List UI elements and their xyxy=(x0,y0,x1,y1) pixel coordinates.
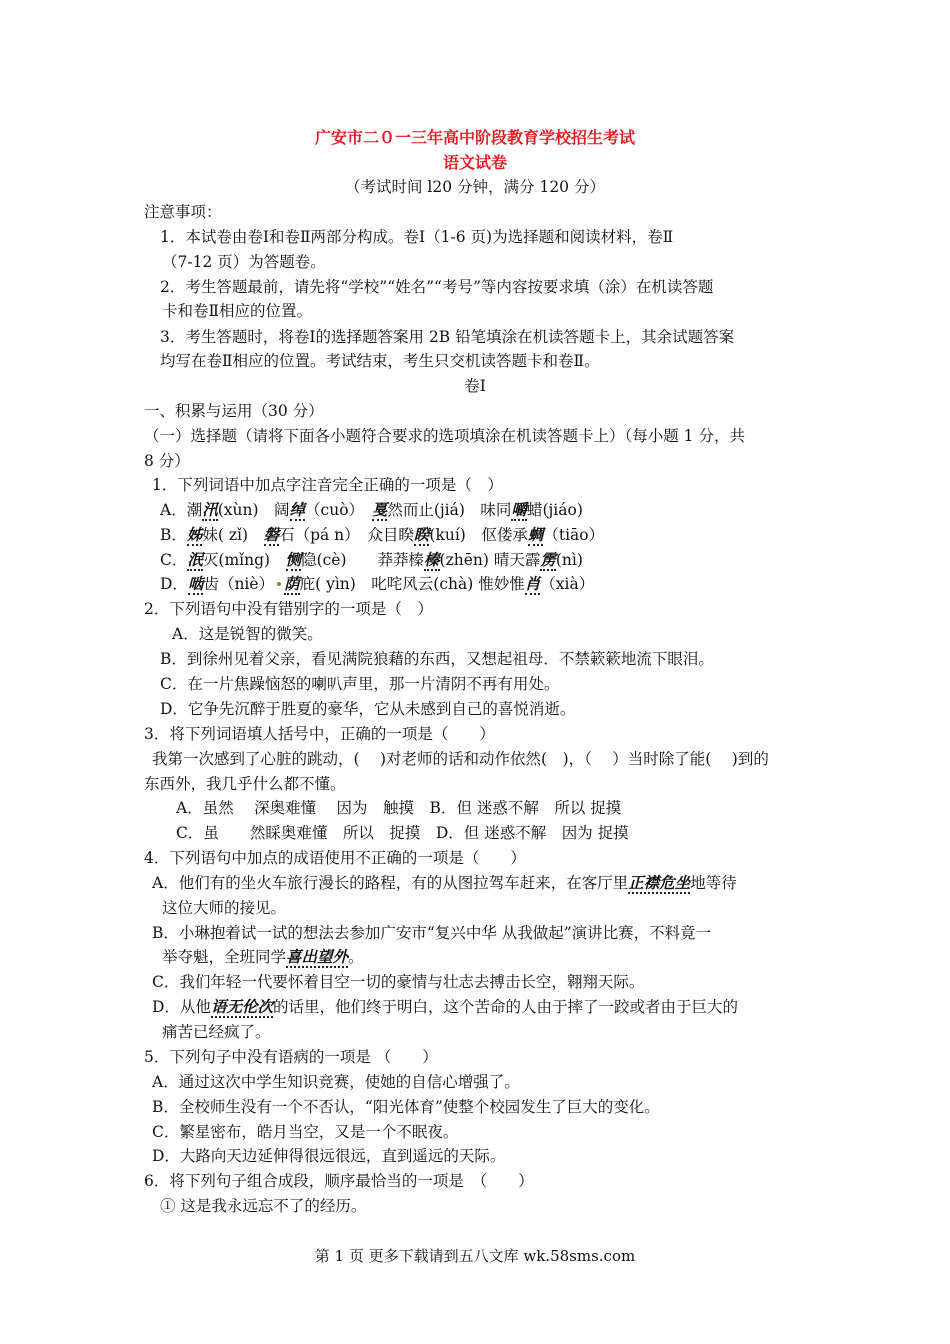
q3-options-ab: A．虽然 深奥难懂 因为 触摸 B．但 迷惑不解 所以 捉摸 xyxy=(176,799,622,817)
q1-option-d xyxy=(160,573,594,595)
dotted-idiom: 喜出望外 xyxy=(286,947,349,966)
text: 的话里，他们终于明白，这个苦命的人由于摔了一跤或者由于巨大的 xyxy=(272,998,738,1016)
text: 石（pá n） 众目睽 xyxy=(279,526,414,544)
notice-item-2-cont: 卡和卷Ⅱ相应的位置。 xyxy=(162,302,313,320)
q2-option-d: D．它争先沉醉于胜夏的豪华，它从未感到自己的喜悦消逝。 xyxy=(160,700,576,718)
q5-option-b: B．全校师生没有一个不否认，“阳光体育”使整个校园发生了巨大的变化。 xyxy=(152,1098,660,1116)
text: 举夺魁，全班同学 xyxy=(162,948,287,966)
dotted-char: 绰 xyxy=(289,500,306,519)
text: (nì) xyxy=(555,551,583,569)
q2-option-c: C．在一片焦躁恼怒的喇叭声里，那一片清阴不再有用处。 xyxy=(160,675,560,693)
dotted-char: 汛 xyxy=(202,500,218,519)
dotted-char: 蜩 xyxy=(527,525,544,544)
text: D． xyxy=(160,575,188,593)
q6-sentence-1: ① 这是我永远忘不了的经历。 xyxy=(160,1197,367,1215)
text: D．从他 xyxy=(152,998,211,1016)
section1-heading: 一、积累与运用（30 分） xyxy=(144,402,324,420)
exam-title: 广安市二０一三年高中阶段教育学校招生考试 xyxy=(314,128,635,147)
notice-item-1: 1．本试卷由卷Ⅰ和卷Ⅱ两部分构成。卷Ⅰ（1-6 页)为选择题和阅读材料，卷Ⅱ xyxy=(160,228,674,246)
notice-item-2: 2．考生答题最前，请先将“学校”“姓名”“考号”等内容按要求填（涂）在机读答题 xyxy=(160,278,714,296)
exam-subtitle: 语文试卷 xyxy=(442,153,507,172)
q6-stem: 6．将下列句子组合成段，顺序最恰当的一项是 （ ） xyxy=(144,1172,534,1190)
page-footer: 第 1 页 更多下载请到五八文库 wk.58sms.com xyxy=(314,1247,636,1265)
q4-option-b: B．小琳抱着试一试的想法去参加广安市“复兴中华 从我做起”演讲比赛，不料竟一 xyxy=(152,924,712,942)
dotted-char: 嚼 xyxy=(511,500,527,519)
text: A．潮 xyxy=(160,501,203,519)
text: 妹( zǐ) xyxy=(202,526,264,544)
text: 隐(cè) 莽莽榛 xyxy=(301,551,425,569)
time-note: （考试时间 l20 分钟，满分 120 分） xyxy=(345,178,605,196)
q4-option-c: C．我们年轻一代要怀着目空一切的豪情与壮志去搏击长空，翱翔天际。 xyxy=(152,973,645,991)
text: （tiāo） xyxy=(543,526,605,544)
section1-sub-cont: 8 分） xyxy=(144,452,190,470)
q4-option-a-cont: 这位大师的接见。 xyxy=(162,899,287,917)
q4-option-b-cont xyxy=(162,946,364,968)
section1-sub: （一）选择题（请将下面各小题符合要求的选项填涂在机读答题卡上）（每小题 1 分，共 xyxy=(144,427,745,445)
text: 然而止(jiá) 味同 xyxy=(387,501,512,519)
text: 齿（niè） xyxy=(203,575,275,593)
dotted-idiom: 正襟危坐 xyxy=(628,873,691,892)
q3-text: 我第一次感到了心脏的跳动，( )对老师的话和动作依然( )，（ ）当时除了能( )到的 xyxy=(152,750,769,768)
text: 庇( yìn) 叱咤风云(chà) 惟妙惟 xyxy=(299,575,525,593)
dotted-char: 荫 xyxy=(284,574,300,593)
dotted-char: 磐 xyxy=(263,525,280,544)
notice-heading: 注意事项： xyxy=(144,203,222,221)
bullet-dot-icon xyxy=(277,582,281,586)
q1-stem: 1．下列词语中加点字注音完全正确的一项是（ ） xyxy=(152,476,503,494)
q2-stem: 2．下列语句中没有错别字的一项是（ ） xyxy=(144,600,433,618)
text: (zhēn) 晴天霹 xyxy=(439,551,541,569)
text: （cuò） xyxy=(305,501,372,519)
dotted-char: 戛 xyxy=(371,500,388,519)
notice-item-3: 3．考生答题时，将卷Ⅰ的选择题答案用 2B 铅笔填涂在机读答题卡上，其余试题答案 xyxy=(160,328,735,346)
dotted-char: 泯 xyxy=(187,550,203,569)
dotted-char: 啮 xyxy=(187,574,204,593)
dotted-char: 姊 xyxy=(186,525,203,544)
text: 蜡(jiáo) xyxy=(526,501,583,519)
q2-option-b: B．到徐州见着父亲，看见满院狼藉的东西，又想起祖母．不禁簌簌地流下眼泪。 xyxy=(160,650,714,668)
q4-option-d-cont: 痛苦已经疯了。 xyxy=(162,1023,271,1041)
text: B． xyxy=(160,526,187,544)
q4-option-d xyxy=(152,996,738,1018)
dotted-char: 雳 xyxy=(540,550,556,569)
dotted-char: 睽 xyxy=(413,525,430,544)
dotted-char: 肖 xyxy=(524,574,541,593)
text: (xùn) 阔 xyxy=(217,501,290,519)
text: A．他们有的坐火车旅行漫长的路程，有的从图拉驾车赶来，在客厅里 xyxy=(152,874,629,892)
text: （xià） xyxy=(540,575,595,593)
dotted-char: 榛 xyxy=(424,550,440,569)
q5-option-c: C．繁星密布，皓月当空，又是一个不眠夜。 xyxy=(152,1123,459,1141)
q3-stem: 3．将下列词语填人括号中，正确的一项是（ ） xyxy=(144,725,495,743)
q4-option-a xyxy=(152,872,737,894)
q5-stem: 5．下列句子中没有语病的一项是 （ ） xyxy=(144,1048,438,1066)
text: (kuí) 伛偻承 xyxy=(429,526,528,544)
volume-label: 卷Ⅰ xyxy=(464,377,486,395)
q1-option-b xyxy=(160,524,604,546)
text: C． xyxy=(160,551,188,569)
q3-text-cont: 东西外，我几乎什么都不懂。 xyxy=(144,775,346,793)
text: 。 xyxy=(348,948,364,966)
q1-option-c xyxy=(160,549,583,571)
text: 地等待 xyxy=(690,874,737,892)
q5-option-d: D．大路向天边延伸得很远很远，直到遥远的天际。 xyxy=(152,1147,506,1165)
text: 灭(mǐng) xyxy=(202,551,286,569)
q1-option-a xyxy=(160,499,583,521)
q3-options-cd: C．虽 然睬奥难懂 所以 捉摸 D．但 迷惑不解 因为 捉摸 xyxy=(176,824,629,842)
dotted-char: 恻 xyxy=(285,550,302,569)
q2-option-a: A．这是锐智的微笑。 xyxy=(172,625,323,643)
dotted-idiom: 语无伦次 xyxy=(210,997,273,1016)
q4-stem: 4．下列语句中加点的成语使用不正确的一项是（ ） xyxy=(144,849,526,867)
q5-option-a: A．通过这次中学生知识竞赛，使她的自信心增强了。 xyxy=(152,1073,520,1091)
notice-item-1-cont: （7-12 页）为答题卷。 xyxy=(162,253,326,271)
notice-item-3-cont: 均写在卷Ⅱ相应的位置。考试结束，考生只交机读答题卡和卷Ⅱ。 xyxy=(160,352,600,370)
